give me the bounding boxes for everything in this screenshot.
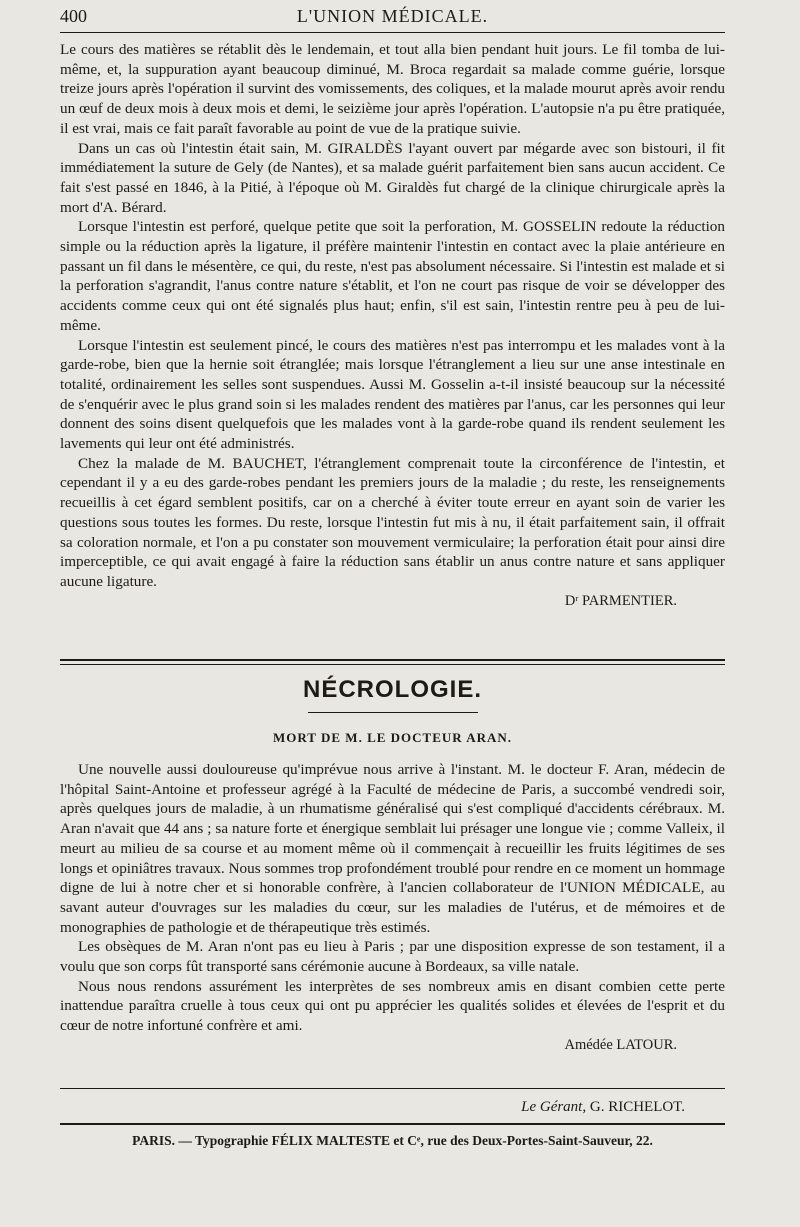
article-paragraph: Lorsque l'intestin est perforé, quelque petite que soit la perforation, M. GOSSELIN redoute la réduction simple ou la réduction après la ligature, il préfère maintenir l'intestin en contact avec la plaie antérieure en passant un fil dans le mésentère, ce qui, du reste, n'est pas absolument nécessaire. Si l'intestin est malade et si la perforation s'agrandit, l'anus contre nature s'établit, et l'on ne court pas risque de voir se développer des accidents comme ceux qui ont été signalés plus haut; enfin, s'il est sain, l'intestin rentre peu à peu de lui-même.	[60, 218, 725, 334]
necrologie-body	[60, 760, 725, 1056]
printer-imprint: PARIS. — Typographie FÉLIX MALTESTE et Cᵉ, rue des Deux-Portes-Saint-Sauveur, 22.	[132, 1133, 653, 1148]
necrologie-paragraph: Une nouvelle aussi douloureuse qu'imprévue nous arrive à l'instant. M. le docteur F. Aran, médecin de l'hôpital Saint-Antoine et professeur agrégé à la Faculté de médecine de Paris, a succombé vendredi soir, après quelques jours de maladie, à un rhumatisme généralisé qui s'est compliqué d'accidents cérébraux. M. Aran n'avait que 44 ans ; sa nature forte et énergique semblait lui présager une longue vie ; comme Valleix, il meurt au milieu de sa course et au moment même où il commençait à recueillir les fruits légitimes de ses longs et opiniâtres travaux. Nous sommes trop profondément troublé pour rendre en ce moment un hommage digne de lui à notre cher et si honorable confrère, à l'ancien collaborateur de l'UNION MÉDICALE, au savant auteur d'ouvrages sur les maladies du cœur, sur les maladies de l'utérus, et de mémoires et de monographies de pathologie et de thérapeutique très estimés.	[60, 761, 725, 936]
page-header	[60, 4, 725, 28]
header-rule	[60, 32, 725, 33]
section-double-rule-top	[60, 659, 725, 661]
heading-underline	[308, 712, 478, 713]
necrologie-signature: Amédée LATOUR.	[564, 1036, 677, 1053]
article-body	[60, 40, 725, 611]
necrologie-paragraph: Les obsèques de M. Aran n'ont pas eu lieu à Paris ; par une disposition expresse de son testament, il a voulu que son corps fût transporté sans cérémonie aucune à Bordeaux, sa ville natale.	[60, 938, 725, 976]
journal-title: L'UNION MÉDICALE.	[296, 6, 489, 26]
article-paragraph: Dans un cas où l'intestin était sain, M. GIRALDÈS l'ayant ouvert par mégarde avec son bistouri, il fit immédiatement la suture de Gely (de Nantes), et sa malade guérit parfaitement bien sans aucun accident. Ce fait s'est passé en 1846, à la Pitié, à l'époque où M. Giraldès fut chargé de la clinique chirurgicale après la mort d'A. Bérard.	[60, 139, 725, 216]
footer-rule-top	[60, 1088, 725, 1089]
section-double-rule-bottom	[60, 664, 725, 665]
page-number: 400	[60, 6, 87, 26]
article-signature: Dʳ PARMENTIER.	[564, 592, 677, 609]
gerant-label: Le Gérant,	[521, 1099, 587, 1115]
footer-rule-bottom	[60, 1123, 725, 1125]
article-paragraph: Lorsque l'intestin est seulement pincé, le cours des matières n'est pas interrompu et les malades vont à la garde-robe, bien que la hernie soit étranglée; mais lorsque l'étranglement a lieu sur une anse intestinale en totalité, ordinairement les selles sont suspendues. Aussi M. Gosselin a-t-il insisté beaucoup sur la nécessité de s'enquérir avec le plus grand soin si les malades rendent des matières par l'anus, car les personnes qui leur donnent des soins disent quelquefois que les malades vont à la garde-robe quand ils rendent seulement les lavements qui leur ont été administrés.	[60, 336, 725, 453]
gerant-name: G. RICHELOT.	[589, 1099, 685, 1115]
article-paragraph: Chez la malade de M. BAUCHET, l'étranglement comprenait toute la circonférence de l'intestin, et cependant il y a eu des garde-robes pendant les premiers jours de la maladie ; du reste, les renseignements recueillis à cet égard semblent positifs, car on a cherché à éviter toute erreur en ayant soin de varier les questions sous toutes les formes. Du reste, lorsque l'intestin fut mis à nu, il était parfaitement sain, il offrait sa coloration normale, et l'on a pu constater son mouvement vermiculaire; la perforation était pour ainsi dire imperceptible, ce qui avait engagé à faire la réduction sans établir un anus contre nature et sans appliquer aucune ligature.	[60, 454, 725, 590]
necrologie-paragraph: Nous nous rendons assurément les interprètes de ses nombreux amis en disant combien cette perte inattendue paraîtra cruelle à tous ceux qui ont pu apprécier les qualités solides et élevées de l'esprit et du cœur de notre infortuné confrère et ami.	[60, 977, 725, 1035]
necrologie-heading: NÉCROLOGIE.	[302, 676, 482, 703]
article-paragraph: Le cours des matières se rétablit dès le lendemain, et tout alla bien pendant huit jours. Le fil tomba de lui-même, et, la suppuration ayant beaucoup diminué, M. Broca regardait sa malade comme guérie, lorsque treize jours après l'opération il survint des vomissements, des coliques, et la malade mourut après avoir rendu un œuf de deux mois à deux mois et demi, le seizième jour après l'opération. L'autopsie n'a pu être pratiquée, il est vrai, mais ce fait paraît favorable au point de vue de la pratique suivie.	[60, 41, 725, 137]
necrologie-subtitle: MORT DE M. LE DOCTEUR ARAN.	[272, 730, 512, 745]
gerant-line	[60, 1099, 725, 1116]
